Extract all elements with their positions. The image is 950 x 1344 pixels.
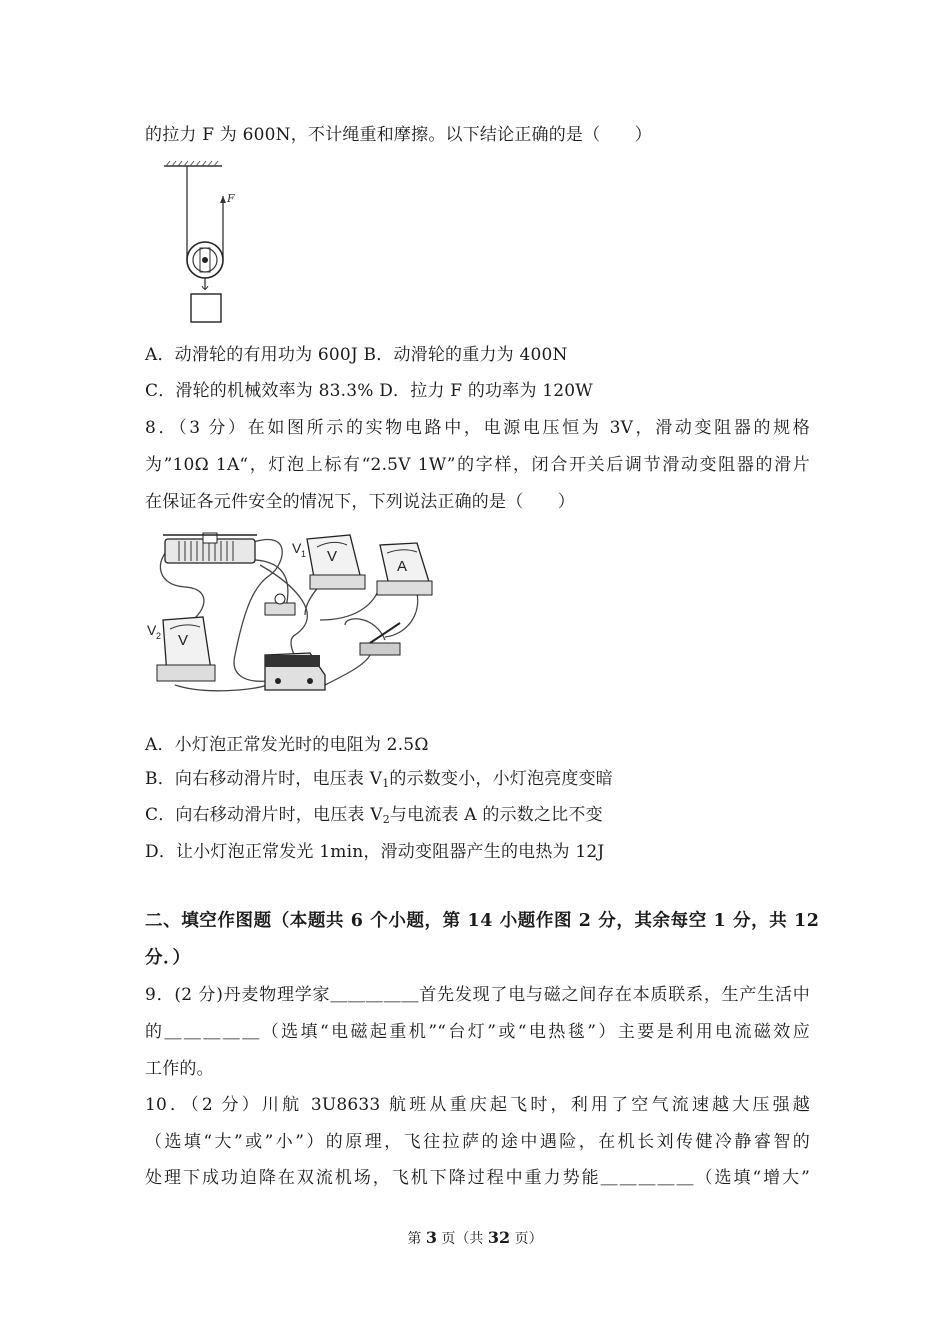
section2-heading-line1: 二、填空作图题（本题共 6 个小题，第 14 小题作图 2 分，其余每空 1 分，共 12 [145, 911, 820, 931]
q8-option-c: C．向右移动滑片时，电压表 $V_2$与电流表 A 的示数之比不变 [145, 805, 603, 826]
page-footer: 第 3 页（共 32 页） [407, 1228, 543, 1247]
voltmeter-v1 [292, 535, 365, 589]
q10-line2: （选填“大”或”小”）的原理，飞往拉萨的途中遇险，在机长刘传健冷静睿智的 [145, 1132, 810, 1152]
q7-options-row2: C．滑轮的机械效率为 83.3% D．拉力 F 的功率为 120W [145, 381, 593, 401]
page-number: 3 [425, 1228, 437, 1247]
pulley-figure [150, 160, 260, 330]
svg-text:V: V [147, 622, 157, 638]
force-label: F [227, 192, 235, 205]
svg-text:V: V [292, 540, 302, 556]
q8-option-b: B．向右移动滑片时，电压表 $V_1$的示数变小，小灯泡亮度变暗 [145, 769, 613, 790]
switch [360, 623, 400, 655]
q7-options-row1: A．动滑轮的有用功为 600J B．动滑轮的重力为 400N [145, 345, 568, 365]
rheostat [163, 533, 257, 563]
q9-line2: 的＿＿＿＿＿（选填“电磁起重机”“台灯”或“电热毯”）主要是利用电流磁效应 [145, 1022, 810, 1042]
svg-text:1: 1 [301, 549, 307, 559]
circuit-figure [145, 525, 445, 705]
page-total: 32 [487, 1228, 511, 1247]
q9-line1: 9．(2 分)丹麦物理学家＿＿＿＿＿首先发现了电与磁之间存在本质联系，生产生活中 [145, 985, 810, 1005]
q9-line3: 工作的。 [145, 1059, 214, 1079]
q8-stem-line1: 8．（3 分）在如图所示的实物电路中，电源电压恒为 3V，滑动变阻器的规格 [145, 418, 810, 438]
lamp [265, 594, 295, 615]
q7-stem-tail: 的拉力 F 为 600N，不计绳重和摩擦。以下结论正确的是（ ） [145, 125, 652, 145]
section2-heading-line2: 分．） [145, 948, 191, 968]
q8-option-a: A．小灯泡正常发光时的电阻为 2.5Ω [145, 735, 429, 755]
voltmeter-v2 [147, 617, 215, 681]
svg-text:V: V [327, 548, 338, 565]
q10-line1: 10．（2 分）川航 3U8633 航班从重庆起飞时，利用了空气流速越大压强越 [145, 1095, 810, 1115]
q10-line3: 处理下成功迫降在双流机场，飞机下降过程中重力势能＿＿＿＿＿（选填“增大” [145, 1168, 810, 1188]
q8-stem-line3: 在保证各元件安全的情况下，下列说法正确的是（ ） [145, 492, 575, 512]
ammeter [377, 543, 432, 595]
power-supply [265, 653, 325, 690]
svg-text:A: A [397, 558, 408, 575]
q8-stem-line2: 为”10Ω 1A“，灯泡上标有“2.5V 1W”的字样，闭合开关后调节滑动变阻器的滑片 [145, 455, 810, 475]
svg-text:2: 2 [156, 631, 162, 641]
svg-text:V: V [178, 632, 189, 649]
q8-option-d: D．让小灯泡正常发光 1min，滑动变阻器产生的电热为 12J [145, 842, 605, 862]
